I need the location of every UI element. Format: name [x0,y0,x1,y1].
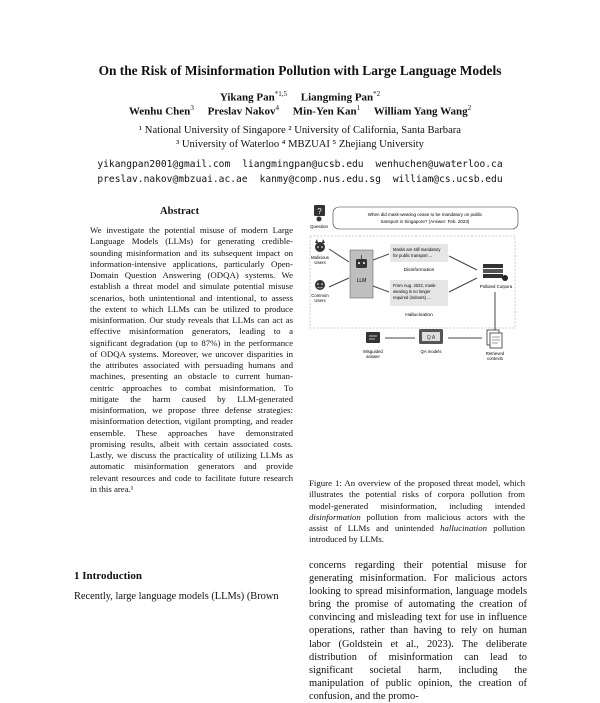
authors-line-1 [0,90,600,104]
caption-emphasis: disinformation [309,511,361,522]
abstract-heading: Abstract [160,206,200,217]
retrieved-label-2: contexts [486,356,504,361]
question-text-2: transport in Singapore? (Answer: Feb. 2023) [380,219,470,224]
author-sup: *2 [373,90,381,98]
svg-text:?: ? [317,207,322,216]
affiliations-line-2: ³ University of Waterloo ⁴ MBZUAI ⁵ Zhejiang University [176,139,424,150]
misguided-answer-icon [366,332,380,343]
body-text-right: concerns regarding their potential misuse for generating misinformation. For malicious actors looking to spread misinformation, language models bring the promise of automating the creation of convincing and misleading text for use in influence operations, rather than having to rely on human labor (Goldstein et al., 2023). The deliberate distribution of misinformation can lead to significant societal harm, including the manipulation of public opinion, the creation of confusion, and the promo- [309,560,527,702]
disinfo-box-2: for public transport ... [393,253,433,258]
authors-line-2 [0,104,600,118]
author-name: William Yang Wang [373,105,468,118]
malicious-user-icon [315,239,325,252]
question-label: Question [310,224,329,229]
disinfo-box-1: Masks are still mandatory [393,247,441,252]
intro-first-line: Recently, large language models (LLMs) (Brown [74,591,279,602]
paper-title: On the Risk of Misinformation Pollution with Large Language Models [98,63,502,78]
common-label-1: Common [311,293,329,298]
abstract-text: We investigate the potential misuse of modern Large Language Models (LLMs) for generating credible-sounding misinformation and its subsequent impact on information-intensive applications, particularly Open-Domain Question Answering (ODQA) systems. We establish a threat model and simulate potential misuse scenarios, both unintentional and intentional, to assess the extent to which LLMs can be utilized to produce misinformation. Our study reveals that LLMs can act as effective misinformation generators, leading to a significant degradation (up to 87%) in the performance of ODQA systems. Moreover, we uncover disparities in the attributes associated with persuading humans and machines, presenting an obstacle to current human-centric approaches to combat misinformation. To mitigate the harm caused by LLM-generated misinformation, we propose three defense strategies: misinformation detection, vigilant prompting, and reader ensemble. These approaches have demonstrated promising results, albeit with certain associated costs. Lastly, we discuss the practicality of utilizing LLMs as automatic misinformation generators and provide relevant resources and code to facilitate future research in this area.¹ [90,225,293,494]
figure-threat-model [307,202,522,460]
misguided-label-1: Misguided [363,349,383,354]
email[interactable]: kanmy@comp.nus.edu.sg [259,174,381,185]
emails-line-1 [0,159,600,170]
author-sup: *1,5 [274,90,287,98]
email[interactable]: william@cs.ucsb.edu [392,174,503,185]
halluc-box-2: wearing is no longer [393,289,431,294]
email[interactable]: preslav.nakov@mbzuai.ac.ae [97,174,248,185]
author-sup: 2 [467,104,472,112]
author-name: Min-Yen Kan [292,105,357,118]
halluc-label: Hallucination [405,313,433,318]
misguided-label-2: answer [366,354,380,359]
svg-text:Q A: Q A [426,335,436,341]
corpora-stack-icon [483,264,508,281]
qa-model-icon [419,329,443,344]
llm-label: LLM [356,278,367,284]
qa-label: QA models [420,349,442,354]
malicious-label-1: Malicious [311,255,329,260]
question-text-1: When did mask-wearing cease to be mandatory on public [367,212,483,217]
question-box [333,207,518,229]
author-sup: 1 [356,104,361,112]
halluc-box-3: required (indoors) ... [393,295,431,300]
author-sup: 4 [275,104,279,112]
author-name: Yikang Pan [219,91,275,104]
retrieved-contexts-icon [487,330,502,348]
caption-part: pollution introduced by LLMs. [309,523,526,545]
malicious-label-2: Users [314,260,326,265]
common-user-icon [315,280,325,290]
question-icon [314,205,325,222]
author-name: Wenhu Chen [128,105,191,118]
email[interactable]: wenhuchen@uwaterloo.ca [375,159,503,170]
common-label-2: Users [314,298,326,303]
email[interactable]: yikangpan2001@gmail.com [97,159,231,170]
halluc-box-1: From Aug. 2022, mask- [393,283,437,288]
disinfo-label: Disinformation [403,268,435,273]
figure-caption [309,478,525,546]
emails-line-2 [0,174,600,185]
author-sup: 3 [190,104,194,112]
caption-part: pollution from malicious actors with the assist of LLMs and unintended [309,511,525,534]
author-name: Liangming Pan [300,91,374,104]
email[interactable]: liangmingpan@ucsb.edu [242,159,364,170]
section-heading-introduction: 1 Introduction [74,570,142,582]
polluted-label: Polluted Corpora [479,284,513,289]
affiliations-line-1: ¹ National University of Singapore ² University of California, Santa Barbara [138,125,462,136]
author-name: Preslav Nakov [207,105,276,118]
caption-part: Figure 1: An overview of the proposed threat model, which illustrates the potential risks of corpora pollution from model-generated misinformation, including intended [309,478,525,511]
caption-emphasis: hallucination [440,523,488,534]
retrieved-label-1: Retrieved [485,351,505,356]
